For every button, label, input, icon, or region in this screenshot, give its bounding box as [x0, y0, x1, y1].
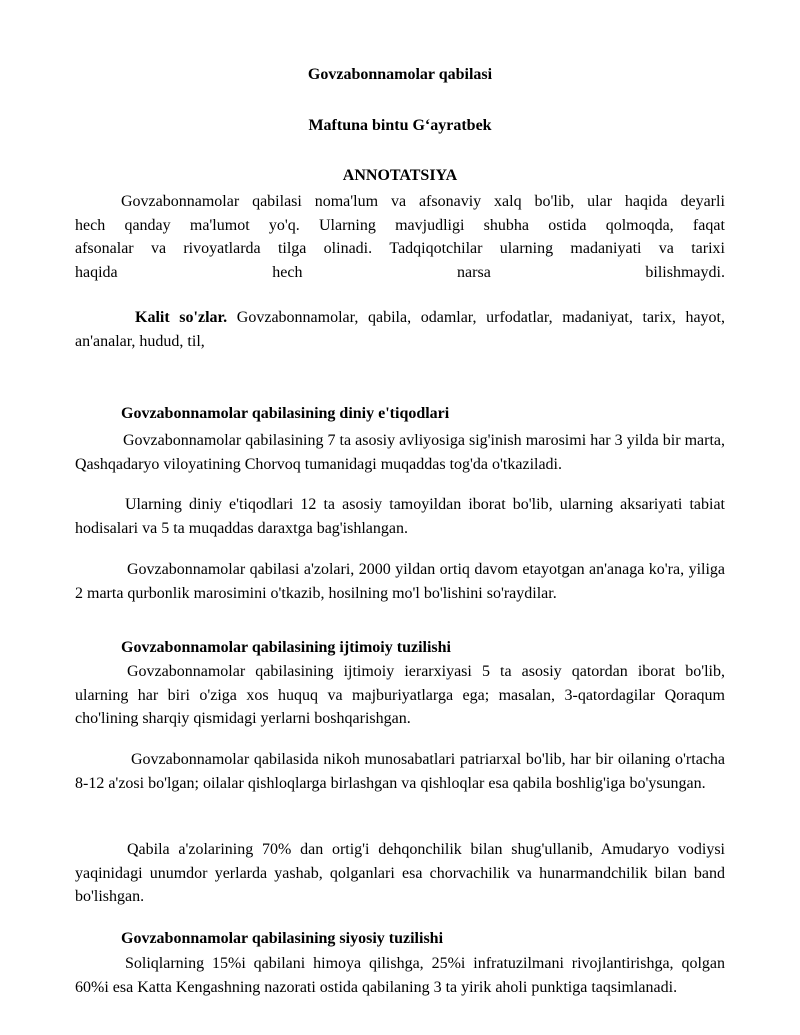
paragraph-text: Ularning diniy e'tiqodlari 12 ta asosiy tamoyildan iborat bo'lib, ularning aksariyati tabiat hodisalari va 5 ta muqaddas daraxtga bag'ishlangan.	[75, 496, 725, 537]
annotation-word: hech	[272, 263, 303, 281]
word: Tadqiqotchilar	[389, 240, 483, 257]
annotation-word: haqida	[75, 263, 118, 281]
paragraph	[75, 952, 725, 999]
word: yo'q.	[268, 216, 300, 234]
paragraph-text: Soliqlarning 15%i qabilani himoya qilishga, 25%i infratuzilmani rivojlantirishga, qolgan 60%i esa Katta Kengashning nazorati ostida qabilaning 3 ta yirik aholi punktiga taqsimlanadi.	[75, 955, 725, 996]
word: deyarli	[680, 193, 725, 210]
annotation-word: narsa	[457, 263, 491, 281]
word: mavjudligi	[395, 216, 465, 234]
word: ular	[587, 193, 613, 210]
paragraph-text: Govzabonnamolar qabilasining 7 ta asosiy avliyosiga sig'inish marosimi har 3 yilda bir marta, Qashqadaryo viloyatining Chorvoq tumanidagi muqaddas tog'da o'tkaziladi.	[75, 432, 725, 473]
section-heading-political: Govzabonnamolar qabilasining siyosiy tuzilishi	[121, 930, 444, 947]
paragraph	[75, 558, 725, 605]
word: bo'lib,	[534, 193, 575, 210]
word: va	[150, 240, 167, 257]
paragraph	[75, 838, 725, 909]
word: qabilasi	[252, 193, 302, 210]
word: haqida	[624, 193, 668, 210]
author-name: Maftuna bintu G‘ayratbek	[308, 117, 492, 134]
word: rivoyatlarda	[183, 240, 261, 257]
word: ma'lumot	[189, 216, 250, 234]
paragraph-text: Govzabonnamolar qabilasi a'zolari, 2000 yildan ortiq davom etayotgan an'anaga ko'ra, yiliga 2 marta qurbonlik marosimini o'tkazib, hosilning mo'l bo'lishini so'raydilar.	[75, 561, 725, 602]
word: noma'lum	[314, 193, 379, 210]
paragraph	[75, 493, 725, 540]
paragraph	[75, 748, 725, 795]
paragraph-text: Qabila a'zolarining 70% dan ortig'i dehqonchilik bilan shug'ullanib, Amudaryo vodiysi yaqinidagi unumdor yerlarda yashab, qolganlari esa chorvachilik va hunarmandchilik bilan band bo'lishgan.	[75, 841, 725, 905]
section-heading-social: Govzabonnamolar qabilasining ijtimoiy tuzilishi	[121, 639, 451, 656]
paragraph	[75, 429, 725, 476]
word: tilga	[277, 240, 307, 257]
word: afsonaviy	[418, 193, 482, 210]
annotation-paragraph	[75, 190, 725, 284]
section-heading-religion: Govzabonnamolar qabilasining diniy e'tiqodlari	[121, 405, 450, 422]
word: madaniyati	[570, 240, 642, 257]
paragraph-text: Govzabonnamolar qabilasida nikoh munosabatlari patriarxal bo'lib, har bir oilaning o'rtacha 8-12 a'zosi bo'lgan; oilalar qishloqlarga birlashgan va qishloqlar esa qabila boshlig'iga bo'ysungan.	[75, 751, 725, 792]
keywords-text: Govzabonnamolar, qabila, odamlar, urfodatlar, madaniyat, tarix, hayot, an'analar, hudud, til,	[75, 309, 725, 350]
word: qanday	[124, 216, 171, 234]
word: olinadi.	[323, 240, 373, 257]
annotation-line	[75, 237, 725, 261]
keywords-label: Kalit so'zlar.	[135, 309, 228, 326]
word: ostida	[548, 216, 587, 234]
paragraph-text: Govzabonnamolar qabilasining ijtimoiy ierarxiyasi 5 ta asosiy qatordan iborat bo'lib, ularning har biri o'ziga xos huquq va majburiyatlarga ega; masalan, 3-qatordagilar Qoraqum cho'lining sharqiy qismidagi yerlarni boshqarishgan.	[75, 663, 725, 727]
word: xalq	[494, 193, 522, 210]
annotation-line	[75, 190, 725, 214]
word: ularning	[499, 240, 554, 257]
paragraph	[75, 660, 725, 731]
word: qolmoqda,	[605, 216, 674, 234]
word: Govzabonnamolar	[121, 193, 240, 210]
annotation-last-line	[75, 261, 725, 285]
annotation-line	[75, 214, 725, 238]
word: Ularning	[319, 216, 376, 234]
word: shubha	[483, 216, 529, 234]
annotation-heading: ANNOTATSIYA	[342, 167, 458, 184]
keywords-paragraph	[75, 306, 725, 353]
word: faqat	[692, 216, 725, 234]
word: va	[658, 240, 674, 257]
word: va	[390, 193, 407, 210]
annotation-word: bilishmaydi.	[645, 263, 725, 281]
word: afsonalar	[75, 240, 134, 257]
document-title: Govzabonnamolar qabilasi	[307, 66, 493, 83]
word: hech	[75, 216, 106, 234]
word: tarixi	[691, 240, 725, 257]
